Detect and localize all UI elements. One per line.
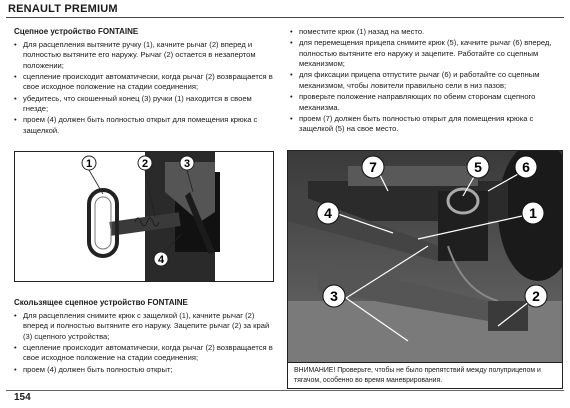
callout-2 xyxy=(525,285,547,307)
bullet-item: • сцепление происходит автоматически, когда рычаг (2) возвращается в свое исходное положение на стадии соединения; xyxy=(14,72,276,93)
svg-text:4: 4 xyxy=(157,254,165,266)
figure-sliding-coupling-photo xyxy=(287,150,563,389)
callout-7 xyxy=(362,156,384,178)
svg-text:6: 6 xyxy=(522,159,530,175)
callout-6 xyxy=(515,156,537,178)
callout-4 xyxy=(154,252,168,266)
section-bullets xyxy=(290,27,558,135)
svg-text:3: 3 xyxy=(183,158,191,170)
callout-1 xyxy=(522,202,544,224)
section-title: Сцепное устройство FONTAINE xyxy=(14,27,139,36)
svg-text:1: 1 xyxy=(85,158,93,170)
bullet-item: • проем (4) должен быть полностью открыт для помещения крюка с защелкой. xyxy=(14,115,276,136)
callout-2 xyxy=(138,156,152,170)
svg-text:7: 7 xyxy=(369,159,377,175)
svg-text:3: 3 xyxy=(330,288,338,304)
svg-text:2: 2 xyxy=(141,158,149,170)
callout-3 xyxy=(180,156,194,170)
figure-caption: ВНИМАНИЕ! Проверьте, чтобы не было препятствий между полуприцепом и тягачом, особенно во время маневрирования. xyxy=(288,362,562,388)
bullet-item: • поместите крюк (1) назад на место. xyxy=(290,27,558,38)
svg-text:5: 5 xyxy=(474,159,482,175)
section-title: Скользящее сцепное устройство FONTAINE xyxy=(14,298,188,307)
section-fontaine xyxy=(14,27,276,137)
bullet-item: • проем (7) должен быть полностью открыт для помещения крюка с защелкой (5) на свое место. xyxy=(290,114,558,135)
bullet-item: • для фиксации прицепа отпустите рычаг (6) и работайте со сцепным механизмом, чтобы ловители правильно сели в низ пазов; xyxy=(290,70,558,91)
bullet-item: • сцепление происходит автоматически, когда рычаг (2) возвращается в свое исходное положение на стадии соединения; xyxy=(14,343,276,364)
bullet-item: • проверьте положение направляющих по обеим сторонам сцепного механизма. xyxy=(290,92,558,113)
photo-illustration xyxy=(288,151,562,362)
bracket xyxy=(488,301,528,331)
section-bullets xyxy=(14,40,276,137)
right-column-text xyxy=(290,27,558,135)
page-header xyxy=(0,0,570,18)
bullet-item: • проем (4) должен быть полностью открыт; xyxy=(14,365,276,376)
bullet-item: • Для расцепления снимите крюк с защелкой (1), качните рычаг (2) вперед и полностью вытяните его наружу. Зацепите рычаг (2) за край (3) сцепного устройства; xyxy=(14,311,276,343)
header-rule xyxy=(6,17,564,18)
footer-rule xyxy=(6,390,564,391)
figure-coupling-diagram xyxy=(14,151,274,282)
callout-5 xyxy=(467,156,489,178)
bullet-item: • Для расцепления вытяните ручку (1), качните рычаг (2) вперед и полностью вытяните его наружу. Рычаг (2) остается в незапертом положении; xyxy=(14,40,276,72)
section-sliding-fontaine xyxy=(14,298,276,376)
bullet-item: • для перемещения прицепа снимите крюк (5), качните рычаг (6) вперед, полностью вытяните его наружу и зацепите. Работайте со сцепным механизмом; xyxy=(290,38,558,70)
callout-1 xyxy=(82,156,96,170)
svg-text:2: 2 xyxy=(532,288,540,304)
callout-3 xyxy=(323,285,345,307)
coupling-jaw xyxy=(438,191,488,261)
section-bullets xyxy=(14,311,276,376)
handle-loop-inner xyxy=(95,197,111,249)
bullet-item: • убедитесь, что скошенный конец (3) ручки (1) находится в своем гнезде; xyxy=(14,94,276,115)
page-number: 154 xyxy=(14,392,31,403)
svg-text:4: 4 xyxy=(324,205,332,221)
coupling-illustration xyxy=(15,152,273,281)
svg-text:1: 1 xyxy=(529,205,537,221)
header-title: RENAULT PREMIUM xyxy=(8,3,118,15)
callout-4 xyxy=(317,202,339,224)
